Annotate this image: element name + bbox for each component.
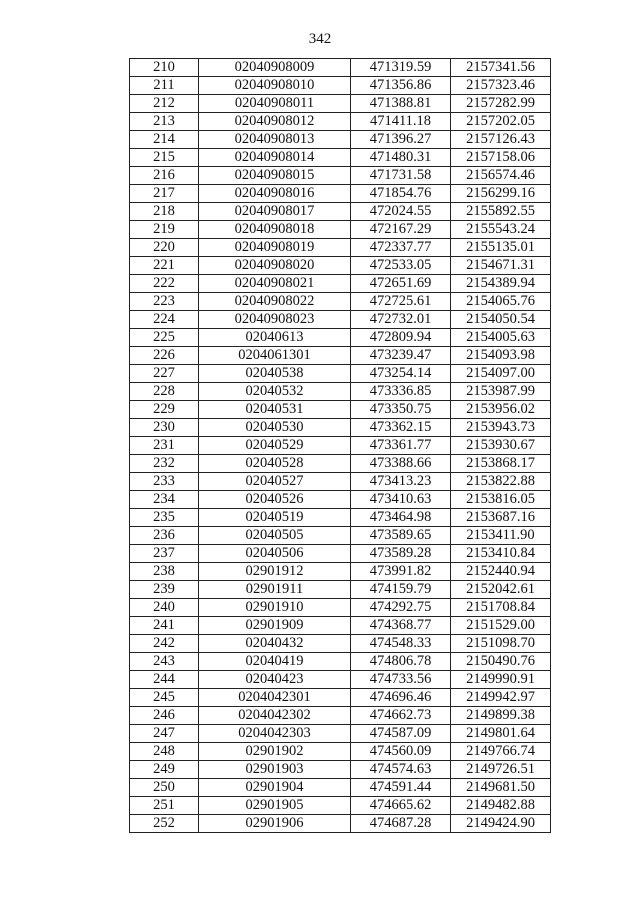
y-coordinate-cell: 2155135.01	[451, 239, 551, 257]
y-coordinate-cell: 2153868.17	[451, 455, 551, 473]
point-code-cell: 02040908020	[199, 257, 351, 275]
table-row	[130, 383, 551, 401]
table-row	[130, 581, 551, 599]
point-code-cell: 02901905	[199, 797, 351, 815]
point-number-cell: 212	[130, 95, 199, 113]
x-coordinate-cell: 474696.46	[351, 689, 451, 707]
y-coordinate-cell: 2156299.16	[451, 185, 551, 203]
point-number-cell: 251	[130, 797, 199, 815]
point-code-cell: 02040908015	[199, 167, 351, 185]
x-coordinate-cell: 471319.59	[351, 59, 451, 77]
point-number-cell: 218	[130, 203, 199, 221]
x-coordinate-cell: 472651.69	[351, 275, 451, 293]
point-number-cell: 237	[130, 545, 199, 563]
y-coordinate-cell: 2157323.46	[451, 77, 551, 95]
y-coordinate-cell: 2157282.99	[451, 95, 551, 113]
point-number-cell: 247	[130, 725, 199, 743]
y-coordinate-cell: 2149766.74	[451, 743, 551, 761]
table-row	[130, 149, 551, 167]
table-row	[130, 473, 551, 491]
y-coordinate-cell: 2154097.00	[451, 365, 551, 383]
y-coordinate-cell: 2149482.88	[451, 797, 551, 815]
point-code-cell: 0204061301	[199, 347, 351, 365]
point-number-cell: 235	[130, 509, 199, 527]
table-row	[130, 167, 551, 185]
x-coordinate-cell: 472533.05	[351, 257, 451, 275]
point-number-cell: 230	[130, 419, 199, 437]
x-coordinate-cell: 472809.94	[351, 329, 451, 347]
table-row	[130, 329, 551, 347]
point-code-cell: 02040908021	[199, 275, 351, 293]
point-code-cell: 0204042301	[199, 689, 351, 707]
point-code-cell: 02040613	[199, 329, 351, 347]
page-number: 342	[308, 31, 332, 47]
table-row	[130, 689, 551, 707]
table-row	[130, 185, 551, 203]
point-code-cell: 02040528	[199, 455, 351, 473]
point-code-cell: 02040908018	[199, 221, 351, 239]
point-number-cell: 252	[130, 815, 199, 833]
x-coordinate-cell: 471356.86	[351, 77, 451, 95]
point-number-cell: 226	[130, 347, 199, 365]
x-coordinate-cell: 474560.09	[351, 743, 451, 761]
y-coordinate-cell: 2153410.84	[451, 545, 551, 563]
point-code-cell: 02040908014	[199, 149, 351, 167]
point-number-cell: 240	[130, 599, 199, 617]
table-row	[130, 707, 551, 725]
point-code-cell: 02040527	[199, 473, 351, 491]
table-row	[130, 797, 551, 815]
table-row	[130, 131, 551, 149]
y-coordinate-cell: 2153956.02	[451, 401, 551, 419]
y-coordinate-cell: 2154093.98	[451, 347, 551, 365]
point-number-cell: 243	[130, 653, 199, 671]
x-coordinate-cell: 473361.77	[351, 437, 451, 455]
table-row	[130, 113, 551, 131]
x-coordinate-cell: 474292.75	[351, 599, 451, 617]
x-coordinate-cell: 471411.18	[351, 113, 451, 131]
x-coordinate-cell: 473410.63	[351, 491, 451, 509]
y-coordinate-cell: 2153411.90	[451, 527, 551, 545]
y-coordinate-cell: 2153987.99	[451, 383, 551, 401]
table-row	[130, 653, 551, 671]
table-row	[130, 365, 551, 383]
y-coordinate-cell: 2157202.05	[451, 113, 551, 131]
y-coordinate-cell: 2149801.64	[451, 725, 551, 743]
point-code-cell: 02040419	[199, 653, 351, 671]
point-code-cell: 02040423	[199, 671, 351, 689]
point-number-cell: 213	[130, 113, 199, 131]
x-coordinate-cell: 474687.28	[351, 815, 451, 833]
point-number-cell: 245	[130, 689, 199, 707]
y-coordinate-cell: 2149942.97	[451, 689, 551, 707]
point-code-cell: 02040908019	[199, 239, 351, 257]
point-code-cell: 02040908023	[199, 311, 351, 329]
x-coordinate-cell: 473350.75	[351, 401, 451, 419]
point-number-cell: 217	[130, 185, 199, 203]
x-coordinate-cell: 473991.82	[351, 563, 451, 581]
point-number-cell: 219	[130, 221, 199, 239]
table-row	[130, 347, 551, 365]
table-row	[130, 275, 551, 293]
x-coordinate-cell: 472725.61	[351, 293, 451, 311]
x-coordinate-cell: 474159.79	[351, 581, 451, 599]
table-row	[130, 59, 551, 77]
point-number-cell: 215	[130, 149, 199, 167]
x-coordinate-cell: 474591.44	[351, 779, 451, 797]
point-number-cell: 248	[130, 743, 199, 761]
x-coordinate-cell: 473239.47	[351, 347, 451, 365]
y-coordinate-cell: 2153816.05	[451, 491, 551, 509]
x-coordinate-cell: 472337.77	[351, 239, 451, 257]
table-row	[130, 815, 551, 833]
point-code-cell: 02040538	[199, 365, 351, 383]
y-coordinate-cell: 2149899.38	[451, 707, 551, 725]
x-coordinate-cell: 473589.28	[351, 545, 451, 563]
x-coordinate-cell: 474587.09	[351, 725, 451, 743]
table-row	[130, 743, 551, 761]
y-coordinate-cell: 2151098.70	[451, 635, 551, 653]
point-code-cell: 02901903	[199, 761, 351, 779]
point-code-cell: 02040908010	[199, 77, 351, 95]
table-row	[130, 455, 551, 473]
point-code-cell: 02901909	[199, 617, 351, 635]
table-row	[130, 599, 551, 617]
table-row	[130, 761, 551, 779]
point-code-cell: 02040506	[199, 545, 351, 563]
point-code-cell: 02040505	[199, 527, 351, 545]
point-number-cell: 249	[130, 761, 199, 779]
point-number-cell: 214	[130, 131, 199, 149]
table-row	[130, 779, 551, 797]
x-coordinate-cell: 473388.66	[351, 455, 451, 473]
y-coordinate-cell: 2153687.16	[451, 509, 551, 527]
x-coordinate-cell: 471731.58	[351, 167, 451, 185]
x-coordinate-cell: 471480.31	[351, 149, 451, 167]
x-coordinate-cell: 474665.62	[351, 797, 451, 815]
point-code-cell: 02901912	[199, 563, 351, 581]
coordinates-table	[129, 58, 551, 833]
point-code-cell: 02040432	[199, 635, 351, 653]
table-row	[130, 77, 551, 95]
table-row	[130, 617, 551, 635]
point-number-cell: 225	[130, 329, 199, 347]
x-coordinate-cell: 472732.01	[351, 311, 451, 329]
x-coordinate-cell: 473589.65	[351, 527, 451, 545]
point-code-cell: 02040908009	[199, 59, 351, 77]
y-coordinate-cell: 2157341.56	[451, 59, 551, 77]
point-code-cell: 02901904	[199, 779, 351, 797]
point-code-cell: 02040908012	[199, 113, 351, 131]
table-row	[130, 491, 551, 509]
point-number-cell: 211	[130, 77, 199, 95]
point-number-cell: 224	[130, 311, 199, 329]
point-number-cell: 228	[130, 383, 199, 401]
x-coordinate-cell: 471854.76	[351, 185, 451, 203]
x-coordinate-cell: 474806.78	[351, 653, 451, 671]
y-coordinate-cell: 2154050.54	[451, 311, 551, 329]
table-row	[130, 419, 551, 437]
table-row	[130, 437, 551, 455]
y-coordinate-cell: 2152042.61	[451, 581, 551, 599]
point-number-cell: 238	[130, 563, 199, 581]
table-row	[130, 257, 551, 275]
point-number-cell: 227	[130, 365, 199, 383]
y-coordinate-cell: 2149424.90	[451, 815, 551, 833]
table-row	[130, 527, 551, 545]
table-row	[130, 203, 551, 221]
point-number-cell: 223	[130, 293, 199, 311]
point-number-cell: 220	[130, 239, 199, 257]
table-row	[130, 221, 551, 239]
point-code-cell: 02901911	[199, 581, 351, 599]
y-coordinate-cell: 2152440.94	[451, 563, 551, 581]
y-coordinate-cell: 2149681.50	[451, 779, 551, 797]
point-number-cell: 232	[130, 455, 199, 473]
table-row	[130, 563, 551, 581]
y-coordinate-cell: 2151708.84	[451, 599, 551, 617]
y-coordinate-cell: 2149990.91	[451, 671, 551, 689]
x-coordinate-cell: 473362.15	[351, 419, 451, 437]
point-code-cell: 02040532	[199, 383, 351, 401]
point-number-cell: 241	[130, 617, 199, 635]
table-row	[130, 509, 551, 527]
x-coordinate-cell: 472024.55	[351, 203, 451, 221]
point-number-cell: 242	[130, 635, 199, 653]
point-number-cell: 233	[130, 473, 199, 491]
x-coordinate-cell: 473254.14	[351, 365, 451, 383]
y-coordinate-cell: 2155543.24	[451, 221, 551, 239]
x-coordinate-cell: 471388.81	[351, 95, 451, 113]
point-number-cell: 210	[130, 59, 199, 77]
y-coordinate-cell: 2153822.88	[451, 473, 551, 491]
point-code-cell: 02040529	[199, 437, 351, 455]
x-coordinate-cell: 474733.56	[351, 671, 451, 689]
point-code-cell: 02040908017	[199, 203, 351, 221]
point-code-cell: 02901910	[199, 599, 351, 617]
table-row	[130, 545, 551, 563]
point-number-cell: 216	[130, 167, 199, 185]
table-row	[130, 95, 551, 113]
x-coordinate-cell: 474548.33	[351, 635, 451, 653]
y-coordinate-cell: 2149726.51	[451, 761, 551, 779]
point-number-cell: 244	[130, 671, 199, 689]
x-coordinate-cell: 474368.77	[351, 617, 451, 635]
x-coordinate-cell: 471396.27	[351, 131, 451, 149]
y-coordinate-cell: 2154671.31	[451, 257, 551, 275]
point-code-cell: 02040908013	[199, 131, 351, 149]
point-code-cell: 02901902	[199, 743, 351, 761]
point-number-cell: 250	[130, 779, 199, 797]
point-number-cell: 221	[130, 257, 199, 275]
table-row	[130, 725, 551, 743]
point-code-cell: 02901906	[199, 815, 351, 833]
y-coordinate-cell: 2157126.43	[451, 131, 551, 149]
point-number-cell: 234	[130, 491, 199, 509]
point-number-cell: 222	[130, 275, 199, 293]
point-code-cell: 02040530	[199, 419, 351, 437]
y-coordinate-cell: 2154389.94	[451, 275, 551, 293]
x-coordinate-cell: 474574.63	[351, 761, 451, 779]
table-row	[130, 311, 551, 329]
point-number-cell: 229	[130, 401, 199, 419]
y-coordinate-cell: 2151529.00	[451, 617, 551, 635]
x-coordinate-cell: 473413.23	[351, 473, 451, 491]
y-coordinate-cell: 2157158.06	[451, 149, 551, 167]
point-number-cell: 231	[130, 437, 199, 455]
point-code-cell: 02040908011	[199, 95, 351, 113]
point-code-cell: 02040531	[199, 401, 351, 419]
y-coordinate-cell: 2156574.46	[451, 167, 551, 185]
point-number-cell: 236	[130, 527, 199, 545]
x-coordinate-cell: 473336.85	[351, 383, 451, 401]
coordinates-table-body	[130, 59, 551, 833]
table-row	[130, 635, 551, 653]
table-row	[130, 671, 551, 689]
point-code-cell: 02040908016	[199, 185, 351, 203]
y-coordinate-cell: 2154005.63	[451, 329, 551, 347]
point-code-cell: 02040526	[199, 491, 351, 509]
table-row	[130, 239, 551, 257]
table-row	[130, 293, 551, 311]
x-coordinate-cell: 474662.73	[351, 707, 451, 725]
y-coordinate-cell: 2150490.76	[451, 653, 551, 671]
x-coordinate-cell: 473464.98	[351, 509, 451, 527]
y-coordinate-cell: 2154065.76	[451, 293, 551, 311]
table-row	[130, 401, 551, 419]
point-code-cell: 02040519	[199, 509, 351, 527]
point-code-cell: 0204042303	[199, 725, 351, 743]
y-coordinate-cell: 2153930.67	[451, 437, 551, 455]
y-coordinate-cell: 2153943.73	[451, 419, 551, 437]
y-coordinate-cell: 2155892.55	[451, 203, 551, 221]
point-code-cell: 0204042302	[199, 707, 351, 725]
point-number-cell: 246	[130, 707, 199, 725]
point-number-cell: 239	[130, 581, 199, 599]
x-coordinate-cell: 472167.29	[351, 221, 451, 239]
point-code-cell: 02040908022	[199, 293, 351, 311]
